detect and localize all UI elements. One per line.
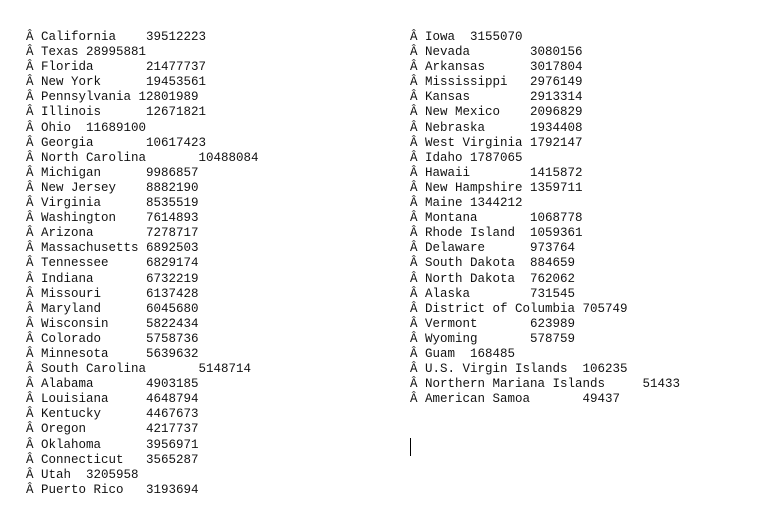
row-text: Washington 7614893: [41, 211, 199, 226]
bullet-glyph: Â: [26, 377, 34, 392]
bullet-glyph: Â: [410, 90, 418, 105]
bullet-glyph: Â: [26, 211, 34, 226]
list-item: [410, 60, 680, 75]
list-item: [26, 483, 259, 498]
row-text: Georgia 10617423: [41, 135, 207, 150]
row-text: New York 19453561: [41, 75, 207, 90]
row-text: Louisiana 4648794: [41, 392, 199, 407]
bullet-glyph: Â: [26, 407, 34, 422]
bullet-glyph: Â: [410, 120, 418, 135]
left-column: [26, 30, 259, 498]
bullet-glyph: Â: [26, 482, 34, 497]
list-item: [26, 468, 259, 483]
list-item: [410, 377, 680, 392]
row-text: Hawaii 1415872: [425, 165, 583, 180]
bullet-glyph: Â: [26, 120, 34, 135]
row-text: Michigan 9986857: [41, 165, 199, 180]
list-item: [26, 211, 259, 226]
bullet-glyph: Â: [26, 241, 34, 256]
list-item: [26, 30, 259, 45]
bullet-glyph: Â: [410, 75, 418, 90]
row-text: Mississippi 2976149: [425, 75, 583, 90]
list-item: [410, 105, 680, 120]
list-item: [26, 362, 259, 377]
bullet-glyph: Â: [410, 316, 418, 331]
bullet-glyph: Â: [26, 437, 34, 452]
list-item: [410, 226, 680, 241]
bullet-glyph: Â: [26, 75, 34, 90]
bullet-glyph: Â: [26, 392, 34, 407]
row-text: Rhode Island 1059361: [425, 226, 583, 241]
row-text: Texas 28995881: [41, 45, 147, 60]
bullet-glyph: Â: [26, 150, 34, 165]
bullet-glyph: Â: [410, 271, 418, 286]
bullet-glyph: Â: [26, 316, 34, 331]
bullet-glyph: Â: [410, 196, 418, 211]
row-text: Florida 21477737: [41, 60, 207, 75]
list-item: [410, 75, 680, 90]
bullet-glyph: Â: [26, 196, 34, 211]
row-text: Nebraska 1934408: [425, 120, 583, 135]
bullet-glyph: Â: [410, 150, 418, 165]
bullet-glyph: Â: [26, 60, 34, 75]
list-item: [26, 166, 259, 181]
bullet-glyph: Â: [26, 30, 34, 44]
bullet-glyph: Â: [26, 226, 34, 241]
row-text: Arkansas 3017804: [425, 60, 583, 75]
bullet-glyph: Â: [410, 377, 418, 392]
list-item: [26, 45, 259, 60]
row-text: Pennsylvania 12801989: [41, 90, 199, 105]
row-text: Oklahoma 3956971: [41, 437, 199, 452]
row-text: Wisconsin 5822434: [41, 316, 199, 331]
row-text: Minnesota 5639632: [41, 346, 199, 361]
row-text: Maine 1344212: [425, 196, 523, 211]
bullet-glyph: Â: [410, 211, 418, 226]
row-text: Ohio 11689100: [41, 120, 147, 135]
bullet-glyph: Â: [26, 286, 34, 301]
bullet-glyph: Â: [410, 392, 418, 407]
list-item: [26, 438, 259, 453]
list-item: [26, 196, 259, 211]
list-item: [410, 166, 680, 181]
list-item: [26, 121, 259, 136]
list-item: [410, 272, 680, 287]
list-item: [26, 136, 259, 151]
bullet-glyph: Â: [26, 135, 34, 150]
row-text: Kansas 2913314: [425, 90, 583, 105]
bullet-glyph: Â: [26, 467, 34, 482]
bullet-glyph: Â: [410, 30, 418, 44]
row-text: Idaho 1787065: [425, 150, 523, 165]
bullet-glyph: Â: [410, 60, 418, 75]
list-item: [26, 422, 259, 437]
row-text: Nevada 3080156: [425, 45, 583, 60]
list-item: [410, 287, 680, 302]
list-item: [26, 151, 259, 166]
right-column: [410, 30, 680, 407]
row-text: New Mexico 2096829: [425, 105, 583, 120]
row-text: U.S. Virgin Islands 106235: [425, 362, 628, 377]
list-item: [410, 392, 680, 407]
list-item: [410, 136, 680, 151]
bullet-glyph: Â: [26, 105, 34, 120]
bullet-glyph: Â: [410, 362, 418, 377]
row-text: American Samoa 49437: [425, 392, 621, 407]
row-text: Vermont 623989: [425, 316, 576, 331]
list-item: [26, 407, 259, 422]
bullet-glyph: Â: [410, 226, 418, 241]
bullet-glyph: Â: [410, 331, 418, 346]
bullet-glyph: Â: [410, 301, 418, 316]
bullet-glyph: Â: [410, 346, 418, 361]
list-item: [26, 90, 259, 105]
row-text: New Jersey 8882190: [41, 180, 199, 195]
bullet-glyph: Â: [410, 256, 418, 271]
row-text: Alaska 731545: [425, 286, 576, 301]
row-text: South Dakota 884659: [425, 256, 576, 271]
bullet-glyph: Â: [26, 180, 34, 195]
text-cursor: [410, 438, 411, 456]
list-item: [26, 302, 259, 317]
row-text: Oregon 4217737: [41, 422, 199, 437]
row-text: Alabama 4903185: [41, 377, 199, 392]
bullet-glyph: Â: [26, 301, 34, 316]
row-text: Colorado 5758736: [41, 331, 199, 346]
row-text: New Hampshire 1359711: [425, 180, 583, 195]
row-text: District of Columbia 705749: [425, 301, 628, 316]
row-text: Puerto Rico 3193694: [41, 482, 199, 497]
row-text: Utah 3205958: [41, 467, 139, 482]
bullet-glyph: Â: [410, 180, 418, 195]
bullet-glyph: Â: [26, 256, 34, 271]
row-text: Illinois 12671821: [41, 105, 207, 120]
bullet-glyph: Â: [410, 45, 418, 60]
list-item: [26, 181, 259, 196]
bullet-glyph: Â: [26, 271, 34, 286]
list-item: [26, 256, 259, 271]
list-item: [26, 241, 259, 256]
bullet-glyph: Â: [26, 331, 34, 346]
list-item: [410, 196, 680, 211]
list-item: [26, 377, 259, 392]
row-text: North Dakota 762062: [425, 271, 576, 286]
bullet-glyph: Â: [26, 362, 34, 377]
row-text: Virginia 8535519: [41, 196, 199, 211]
list-item: [410, 362, 680, 377]
list-item: [410, 181, 680, 196]
row-text: Guam 168485: [425, 346, 516, 361]
list-item: [26, 392, 259, 407]
bullet-glyph: Â: [410, 286, 418, 301]
row-text: Kentucky 4467673: [41, 407, 199, 422]
list-item: [410, 332, 680, 347]
list-item: [410, 151, 680, 166]
row-text: South Carolina 5148714: [41, 362, 252, 377]
bullet-glyph: Â: [26, 452, 34, 467]
row-text: Iowa 3155070: [425, 30, 523, 44]
bullet-glyph: Â: [410, 105, 418, 120]
list-item: [26, 287, 259, 302]
row-text: California 39512223: [41, 30, 207, 44]
row-text: Montana 1068778: [425, 211, 583, 226]
bullet-glyph: Â: [410, 165, 418, 180]
bullet-glyph: Â: [410, 241, 418, 256]
row-text: Massachusetts 6892503: [41, 241, 199, 256]
list-item: [410, 211, 680, 226]
bullet-glyph: Â: [26, 165, 34, 180]
bullet-glyph: Â: [26, 45, 34, 60]
row-text: Tennessee 6829174: [41, 256, 199, 271]
bullet-glyph: Â: [410, 135, 418, 150]
bullet-glyph: Â: [26, 422, 34, 437]
list-item: [410, 241, 680, 256]
row-text: West Virginia 1792147: [425, 135, 583, 150]
row-text: Northern Mariana Islands 51433: [425, 377, 681, 392]
row-text: Missouri 6137428: [41, 286, 199, 301]
list-item: [410, 302, 680, 317]
list-item: [410, 256, 680, 271]
row-text: North Carolina 10488084: [41, 150, 259, 165]
list-item: [26, 317, 259, 332]
row-text: Indiana 6732219: [41, 271, 199, 286]
list-item: [26, 332, 259, 347]
row-text: Maryland 6045680: [41, 301, 199, 316]
list-item: [410, 90, 680, 105]
list-item: [410, 317, 680, 332]
row-text: Connecticut 3565287: [41, 452, 199, 467]
list-item: [26, 453, 259, 468]
row-text: Wyoming 578759: [425, 331, 576, 346]
list-item: [26, 272, 259, 287]
list-item: [410, 121, 680, 136]
list-item: [26, 226, 259, 241]
list-item: [26, 105, 259, 120]
list-item: [410, 45, 680, 60]
row-text: Delaware 973764: [425, 241, 576, 256]
list-item: [26, 60, 259, 75]
bullet-glyph: Â: [26, 346, 34, 361]
row-text: Arizona 7278717: [41, 226, 199, 241]
list-item: [26, 347, 259, 362]
list-item: [410, 30, 680, 45]
list-item: [26, 75, 259, 90]
bullet-glyph: Â: [26, 90, 34, 105]
list-item: [410, 347, 680, 362]
